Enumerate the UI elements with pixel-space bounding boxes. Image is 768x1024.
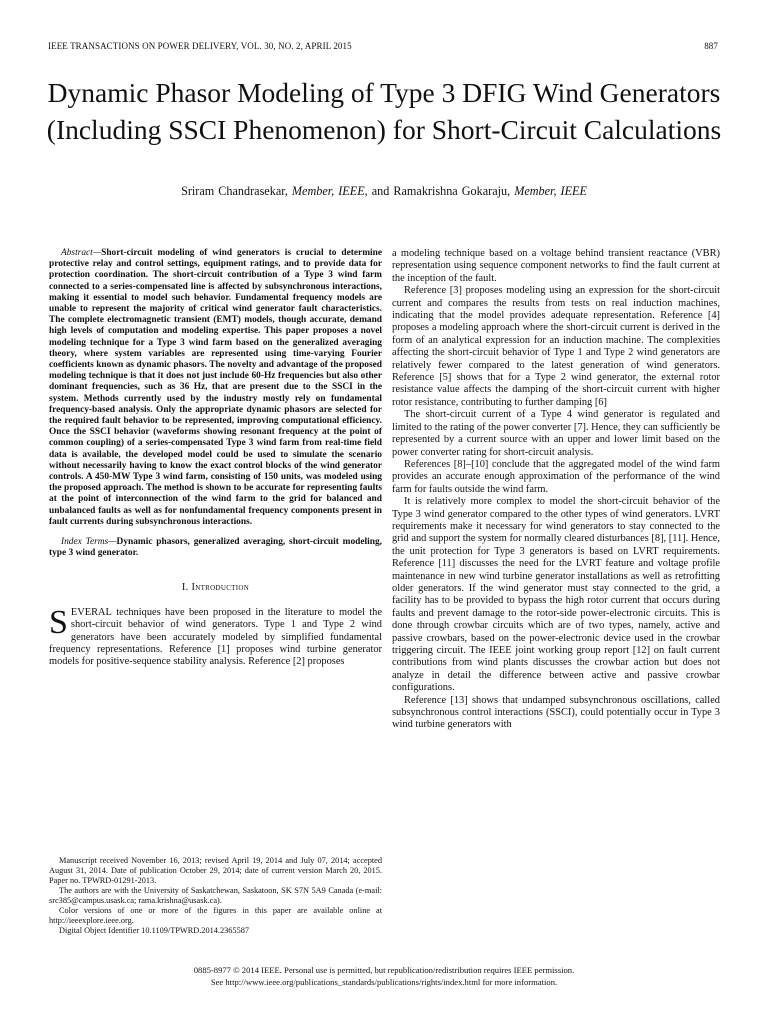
body-paragraph: a modeling technique based on a voltage behind transient reactance (VBR) representation using sequence component networks to find the fault current at the inception of the fault.: [392, 248, 720, 284]
section-heading: [49, 582, 382, 594]
author-2-name: Ramakrishna Gokaraju,: [393, 184, 511, 198]
abstract-label: Abstract—: [61, 248, 102, 258]
copyright-notice: [40, 965, 728, 988]
drop-cap: S: [49, 603, 68, 641]
author-2-role: Member, IEEE: [514, 184, 587, 198]
abstract-text: Short-circuit modeling of wind generators is crucial to determine protective relay and control settings, equipment ratings, and to provide data for protection coordination. The short-circuit contribution of a Type 3 wind farm connected to a series-compensated line is affected by subsynchronous interactions, making it essential to model such behavior. Fundamental frequency models are unable to represent the majority of critical wind generator fault characteristics. The complete electromagnetic transient (EMT) models, though accurate, demand high levels of computation and modeling expertise. This paper proposes a novel modeling technique for a Type 3 wind farm based on the generalized averaging theory, where system variables are represented using time-varying Fourier coefficients known as dynamic phasors. The novelty and advantage of the proposed modeling technique is that it does not just include 60-Hz frequencies but also other dominant frequencies, such as 36 Hz, that are present due to the SSCI in the system. Methods currently used by the industry mostly rely on fundamental frequency-based analysis. Only the appropriate dynamic phasors are selected for the required fault behavior to be represented, improving computational efficiency. Once the SSCI behavior (waveforms showing resonant frequency at the point of common coupling) of a series-compensated Type 3 wind farm from real-time field data is available, the developed model could be used to simulate the scenario without necessarily having to know the exact control blocks of the wind generator controls. A 450-MW Type 3 wind farm, consisting of 150 units, was modeled using the proposed approach. The method is shown to be accurate for representing faults at the point of interconnection of the wind farm to the grid for balanced and unbalanced faults as well as for nonfundamental frequency components present in fault currents during subsynchronous interactions.: [49, 248, 382, 527]
section-title: Introduction: [191, 582, 250, 594]
intro-lead-word: EVERAL: [70, 606, 112, 618]
journal-name: IEEE TRANSACTIONS ON POWER DELIVERY, VOL. 30, NO. 2, APRIL 2015: [48, 41, 352, 51]
body-paragraph: Reference [3] proposes modeling using an expression for the short-circuit current and compares the results from tests on real induction machines, indicating that the model provides adequate representation. Reference [4] proposes a modeling approach where the short-circuit current is derived in the form of an analytical expression for an induction machine. The complexities affecting the short-circuit behavior of Type 1 and Type 2 wind generators are relatively fewer compared to the latest generation of wind generators. Reference [5] shows that for a Type 2 wind generator, the external rotor resistance value affects the damping of the short-circuit current with higher rotor resistance, contributing to further damping [6]: [392, 285, 720, 408]
author-1-role: Member, IEEE: [291, 184, 365, 198]
section-number: I.: [181, 582, 189, 594]
index-terms-text: Dynamic phasors, generalized averaging, short-circuit modeling, type 3 wind generator.: [49, 537, 382, 559]
author-1-name: Sriram Chandrasekar,: [181, 184, 288, 198]
intro-text: techniques have been proposed in the literature to model the short-circuit behavior of wind generators. Type 1 and Type 2 wind generators have been accurately modeled by simplified fundamental frequency representations. Reference [1] proposes wind turbine generator models for positive-sequence stability analysis. Reference [2] proposes: [49, 606, 382, 668]
body-paragraph: The short-circuit current of a Type 4 wind generator is regulated and limited to the rating of the power converter [7]. Hence, they can sufficiently be represented by a current source with an upper and lower limit based on the power converter rating for short-circuit analysis.: [392, 409, 720, 458]
left-column: [49, 248, 382, 669]
index-terms: [49, 537, 382, 559]
copyright-line-1: 0885-8977 © 2014 IEEE. Personal use is permitted, but republication/redistribution requires IEEE permission.: [193, 965, 575, 975]
right-column: [392, 248, 720, 732]
copyright-line-2: See http://www.ieee.org/publications_standards/publications/rights/index.html for more information.: [210, 976, 558, 987]
page-number: 887: [704, 41, 718, 51]
footnote-doi: Digital Object Identifier 10.1109/TPWRD.2014.2365587: [59, 926, 250, 935]
footnote-color: Color versions of one or more of the figures in this paper are available online at http://ieeexplore.ieee.org.: [49, 906, 382, 925]
footnote-affiliation: The authors are with the University of Saskatchewan, Saskatoon, SK S7N 5A9 Canada (e-mail: src385@campus.usask.ca; rama.krishna@usask.ca).: [49, 886, 382, 905]
running-head: [48, 41, 718, 55]
abstract: [49, 248, 382, 528]
body-paragraph: Reference [13] shows that undamped subsynchronous oscillations, called subsynchronous control interactions (SSCI), could potentially occur in Type 3 wind turbine generators with: [392, 694, 720, 731]
footnote-manuscript: Manuscript received November 16, 2013; revised April 19, 2014 and July 07, 2014; accepted August 31, 2014. Date of publication October 29, 2014; date of current version March 20, 2015. Paper no. TPWRD-01291-2013.: [49, 856, 382, 885]
index-terms-label: Index Terms—: [61, 537, 117, 548]
intro-paragraph: [49, 603, 382, 669]
author-conjunction: , and: [364, 184, 390, 198]
author-line: [40, 184, 728, 199]
body-paragraph: References [8]–[10] conclude that the aggregated model of the wind farm provides an accurate enough approximation of the performance of the wind farm for faults outside the wind farm.: [392, 458, 720, 495]
footnotes: [49, 856, 382, 936]
body-paragraph: It is relatively more complex to model the short-circuit behavior of the Type 3 wind generator compared to the other types of wind generators. LVRT requirements make it necessary for wind generators to stay connected to the grid and support the system for normally cleared disturbances [8], [11]. Hence, the unit protection for Type 3 generators is based on LVRT requirements. Reference [11] discusses the need for the LVRT feature and voltage profile maintenance in new wind turbine generator installations as well as retrofitting older generators. If the wind generator must stay connected to the grid, a facility has to be provided to bypass the high rotor current that occurs during faults and prevent damage to the rotor-side power-electronic circuits. This is done through crowbar circuits which are of two types, namely, active and passive crowbars, based on the power-electronic device used in the crowbar triggering circuit. The IEEE joint working group report [12] on fault current contributions from wind plants discusses the crowbar action but does not analyze in detail the difference between active and passive crowbar configurations.: [392, 496, 720, 694]
paper-title: Dynamic Phasor Modeling of Type 3 DFIG Wind Generators (Including SSCI Phenomenon) for Short-Circuit Calculations: [46, 77, 722, 145]
